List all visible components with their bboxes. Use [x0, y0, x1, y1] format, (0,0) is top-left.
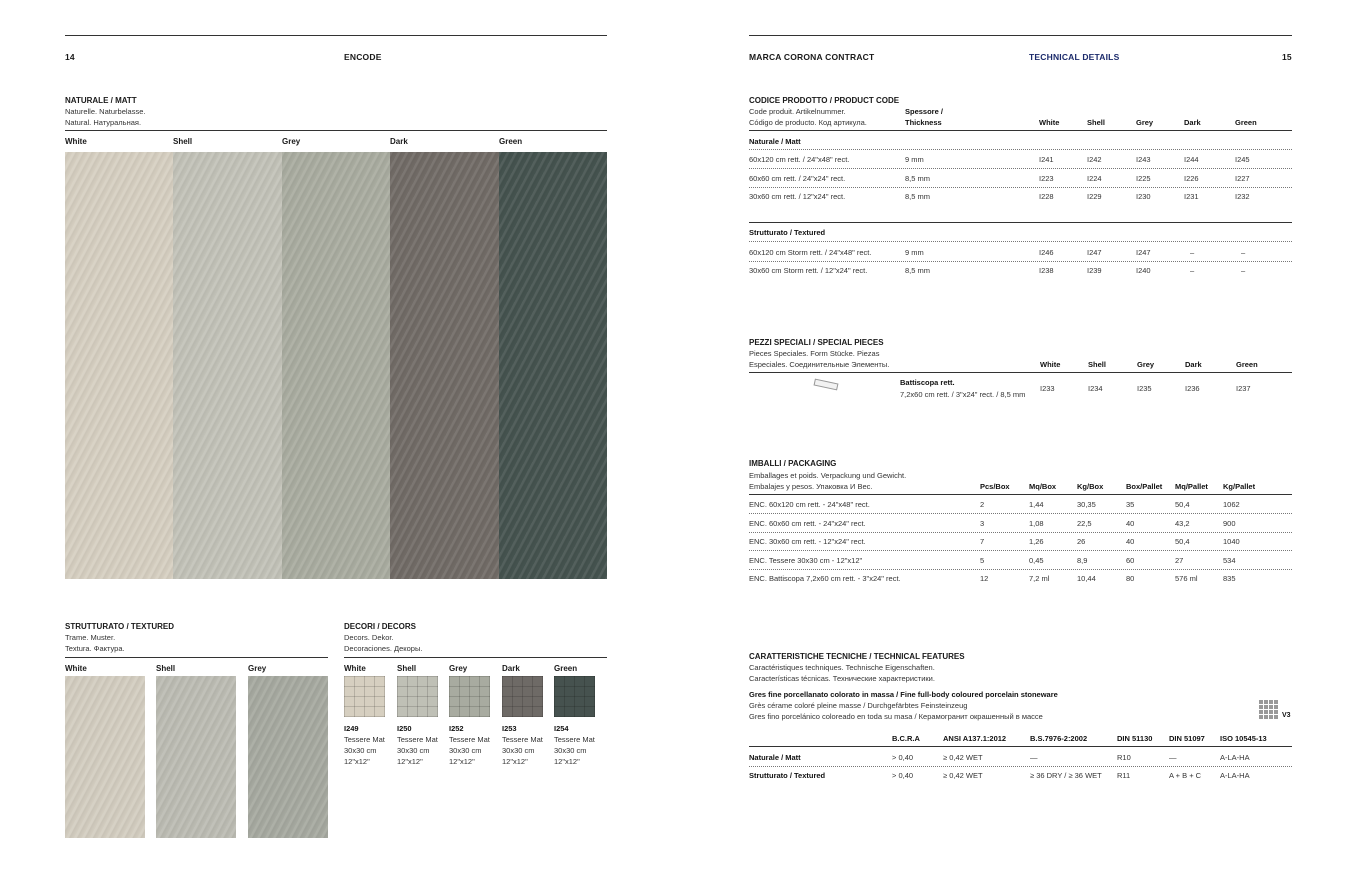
- naturale-sub1: Naturelle. Naturbelasse.: [65, 107, 146, 116]
- product-code: –: [1190, 266, 1195, 275]
- packaging-rule: [749, 494, 1292, 495]
- dotted-line: [749, 532, 1292, 533]
- features-col-header: DIN 51130: [1117, 734, 1153, 743]
- decori-label-white: White: [344, 664, 366, 673]
- group-naturale: Naturale / Matt: [749, 137, 801, 146]
- packaging-value: 12: [980, 574, 989, 583]
- packaging-col-header: Mq/Box: [1029, 482, 1057, 491]
- features-value: ≥ 36 DRY / ≥ 36 WET: [1030, 771, 1102, 780]
- product-code: I232: [1235, 192, 1250, 201]
- packaging-value: 80: [1126, 574, 1135, 583]
- packaging-value: 2: [980, 500, 985, 509]
- packaging-value: 5: [980, 556, 985, 565]
- product-code: I228: [1039, 192, 1054, 201]
- product-thickness: 8,5 mm: [905, 192, 931, 201]
- dotted-line: [749, 149, 1292, 150]
- packaging-value: 7: [980, 537, 985, 546]
- group-strutturato: Strutturato / Textured: [749, 228, 826, 237]
- product-thickness: 9 mm: [905, 155, 924, 164]
- features-line3: Gres fino porcelánico coloreado en toda su masa / Керамогранит окрашенный в массе: [749, 712, 1043, 721]
- features-value: > 0,40: [892, 753, 914, 762]
- features-value: R10: [1117, 753, 1131, 762]
- product-sub2: Código de producto. Код артикула.: [749, 118, 867, 127]
- features-value: ≥ 0,42 WET: [943, 771, 983, 780]
- packaging-value: 835: [1223, 574, 1236, 583]
- product-code: I238: [1039, 266, 1054, 275]
- decori-label-grey: Grey: [449, 664, 468, 673]
- dotted-line: [749, 569, 1292, 570]
- product-thickness: 9 mm: [905, 248, 924, 257]
- thickness-header-2: Thickness: [905, 118, 942, 127]
- decori-swatch-grey: [449, 676, 490, 717]
- packaging-row-name: ENC. 60x60 cm rett. - 24"x24" rect.: [749, 519, 866, 528]
- packaging-value: 7,2 ml: [1029, 574, 1050, 583]
- packaging-value: 27: [1175, 556, 1184, 565]
- strutturato-label-white: White: [65, 664, 87, 673]
- features-rule: [749, 746, 1292, 747]
- dotted-line: [749, 187, 1292, 188]
- naturale-title: NATURALE / MATT: [65, 96, 137, 105]
- decori-code: I253: [502, 724, 517, 733]
- packaging-value: 40: [1126, 537, 1135, 546]
- decori-desc: Tessere Mat: [502, 735, 543, 744]
- product-code: I226: [1184, 174, 1199, 183]
- naturale-swatch-shell: [173, 152, 282, 579]
- pieces-code: I236: [1185, 384, 1200, 393]
- packaging-title: IMBALLI / PACKAGING: [749, 459, 837, 468]
- product-code: –: [1241, 266, 1246, 275]
- packaging-col-header: Pcs/Box: [980, 482, 1010, 491]
- strutturato-title: STRUTTURATO / TEXTURED: [65, 622, 175, 631]
- decori-label-green: Green: [554, 664, 578, 673]
- page-number-right: 15: [1282, 52, 1292, 62]
- packaging-value: 1040: [1223, 537, 1240, 546]
- product-code: I243: [1136, 155, 1151, 164]
- packaging-row-name: ENC. 30x60 cm rett. - 12"x24" rect.: [749, 537, 866, 546]
- product-size: 30x60 cm rett. / 12"x24" rect.: [749, 192, 846, 201]
- naturale-label-shell: Shell: [173, 137, 193, 146]
- features-col-header: DIN 51097: [1169, 734, 1205, 743]
- packaging-value: 1,44: [1029, 500, 1044, 509]
- features-value: R11: [1117, 771, 1131, 780]
- packaging-value: 1062: [1223, 500, 1240, 509]
- product-col-header: Dark: [1184, 118, 1201, 127]
- decori-desc: Tessere Mat: [449, 735, 490, 744]
- naturale-swatch-green: [499, 152, 607, 579]
- page-number-left: 14: [65, 52, 75, 62]
- product-size: 60x120 cm Storm rett. / 24"x48" rect.: [749, 248, 872, 257]
- skirting-icon: [814, 379, 839, 391]
- product-code: I230: [1136, 192, 1151, 201]
- decori-rule: [344, 657, 607, 658]
- packaging-value: 40: [1126, 519, 1135, 528]
- packaging-value: 1,26: [1029, 537, 1044, 546]
- decori-desc: Tessere Mat: [397, 735, 438, 744]
- decori-size-inch: 12"x12": [397, 757, 423, 766]
- product-size: 60x120 cm rett. / 24"x48" rect.: [749, 155, 850, 164]
- product-code: I227: [1235, 174, 1250, 183]
- features-value: A-LA-HA: [1220, 771, 1250, 780]
- decori-size-inch: 12"x12": [502, 757, 528, 766]
- product-col-header: Green: [1235, 118, 1257, 127]
- v3-label: V3: [1282, 712, 1291, 719]
- pieces-code: I234: [1088, 384, 1103, 393]
- features-value: > 0,40: [892, 771, 914, 780]
- packaging-value: 50,4: [1175, 500, 1190, 509]
- product-code: –: [1190, 248, 1195, 257]
- naturale-swatch-grey: [282, 152, 390, 579]
- decori-title: DECORI / DECORS: [344, 622, 417, 631]
- packaging-value: 8,9: [1077, 556, 1088, 565]
- thickness-header-1: Spessore /: [905, 107, 943, 116]
- product-code: I223: [1039, 174, 1054, 183]
- product-rule: [749, 130, 1292, 131]
- decori-swatch-dark: [502, 676, 543, 717]
- pieces-rule: [749, 372, 1292, 373]
- decori-size-inch: 12"x12": [344, 757, 370, 766]
- features-value: —: [1030, 753, 1038, 762]
- decori-size-inch: 12"x12": [554, 757, 580, 766]
- packaging-value: 0,45: [1029, 556, 1044, 565]
- naturale-label-dark: Dark: [390, 137, 408, 146]
- decori-desc: Tessere Mat: [554, 735, 595, 744]
- naturale-label-grey: Grey: [282, 137, 301, 146]
- product-code: I225: [1136, 174, 1151, 183]
- features-title: CARATTERISTICHE TECNICHE / TECHNICAL FEATURES: [749, 652, 965, 661]
- packaging-value: 534: [1223, 556, 1236, 565]
- features-col-header: B.S.7976-2:2002: [1030, 734, 1088, 743]
- pieces-col-header: Green: [1236, 360, 1258, 369]
- packaging-row-name: ENC. 60x120 cm rett. - 24"x48" rect.: [749, 500, 870, 509]
- packaging-value: 30,35: [1077, 500, 1096, 509]
- decori-desc: Tessere Mat: [344, 735, 385, 744]
- features-col-header: B.C.R.A: [892, 734, 920, 743]
- packaging-value: 900: [1223, 519, 1236, 528]
- pieces-item-name: Battiscopa rett.: [900, 378, 955, 387]
- product-thickness: 8,5 mm: [905, 174, 931, 183]
- decori-swatch-white: [344, 676, 385, 717]
- features-row-name: Naturale / Matt: [749, 753, 801, 762]
- product-code: I224: [1087, 174, 1102, 183]
- packaging-col-header: Kg/Pallet: [1223, 482, 1256, 491]
- dotted-line: [749, 550, 1292, 551]
- pieces-col-header: Shell: [1088, 360, 1106, 369]
- product-title: CODICE PRODOTTO / PRODUCT CODE: [749, 96, 900, 105]
- product-code: I247: [1136, 248, 1151, 257]
- packaging-value: 3: [980, 519, 985, 528]
- strutturato-label-shell: Shell: [156, 664, 176, 673]
- strutturato-label-grey: Grey: [248, 664, 267, 673]
- packaging-col-header: Kg/Box: [1077, 482, 1104, 491]
- decori-swatch-shell: [397, 676, 438, 717]
- product-code: I247: [1087, 248, 1102, 257]
- brand-title: MARCA CORONA CONTRACT: [749, 52, 875, 62]
- naturale-swatch-white: [65, 152, 173, 579]
- top-rule-left: [65, 35, 607, 36]
- strutturato-swatch-grey: [248, 676, 328, 838]
- strutturato-swatch-white: [65, 676, 145, 838]
- features-value: A-LA-HA: [1220, 753, 1250, 762]
- features-value: ≥ 0,42 WET: [943, 753, 983, 762]
- naturale-label-green: Green: [499, 137, 523, 146]
- product-code: I231: [1184, 192, 1199, 201]
- decori-size: 30x30 cm: [344, 746, 377, 755]
- product-code: I245: [1235, 155, 1250, 164]
- packaging-value: 576 ml: [1175, 574, 1198, 583]
- features-col-header: ISO 10545-13: [1220, 734, 1267, 743]
- features-value: A + B + C: [1169, 771, 1202, 780]
- packaging-col-header: Box/Pallet: [1126, 482, 1163, 491]
- packaging-value: 43,2: [1175, 519, 1190, 528]
- packaging-value: 10,44: [1077, 574, 1096, 583]
- product-code: I244: [1184, 155, 1199, 164]
- product-sub1: Code produit. Artikelnummer.: [749, 107, 846, 116]
- decori-label-shell: Shell: [397, 664, 417, 673]
- decori-size: 30x30 cm: [449, 746, 482, 755]
- packaging-sub2: Embalajes y pesos. Упаковка И Вес.: [749, 482, 873, 491]
- top-rule-right: [749, 35, 1292, 36]
- product-code: I242: [1087, 155, 1102, 164]
- packaging-row-name: ENC. Battiscopa 7,2x60 cm rett. - 3"x24" rect.: [749, 574, 901, 583]
- decori-code: I252: [449, 724, 464, 733]
- packaging-value: 50,4: [1175, 537, 1190, 546]
- product-code: –: [1241, 248, 1246, 257]
- features-value: —: [1169, 753, 1177, 762]
- decori-label-dark: Dark: [502, 664, 520, 673]
- product-col-header: Shell: [1087, 118, 1105, 127]
- pieces-col-header: White: [1040, 360, 1061, 369]
- pieces-sub1: Pieces Speciales. Form Stücke. Piezas: [749, 349, 880, 358]
- product-col-header: Grey: [1136, 118, 1154, 127]
- packaging-value: 26: [1077, 537, 1086, 546]
- naturale-rule: [65, 130, 607, 131]
- naturale-sub2: Natural. Натуральная.: [65, 118, 142, 127]
- decori-sub1: Decors. Dekor.: [344, 633, 394, 642]
- product-thickness: 8,5 mm: [905, 266, 931, 275]
- decori-code: I250: [397, 724, 412, 733]
- packaging-sub1: Emballages et poids. Verpackung und Gewicht.: [749, 471, 907, 480]
- product-code: I240: [1136, 266, 1151, 275]
- features-sub2: Características técnicas. Технические характеристики.: [749, 674, 935, 683]
- product-code: I239: [1087, 266, 1102, 275]
- features-line2: Grès cérame coloré pleine masse / Durchgefärbtes Feinsteinzeug: [749, 701, 968, 710]
- naturale-label-white: White: [65, 137, 87, 146]
- packaging-value: 60: [1126, 556, 1135, 565]
- decori-size: 30x30 cm: [554, 746, 587, 755]
- product-col-header: White: [1039, 118, 1060, 127]
- decori-size: 30x30 cm: [502, 746, 535, 755]
- dotted-line: [749, 513, 1292, 514]
- features-row-name: Strutturato / Textured: [749, 771, 826, 780]
- pieces-code: I235: [1137, 384, 1152, 393]
- section-title: TECHNICAL DETAILS: [1029, 52, 1120, 62]
- decori-sub2: Decoraciones. Декоры.: [344, 644, 423, 653]
- naturale-swatch-dark: [390, 152, 499, 579]
- product-code: I229: [1087, 192, 1102, 201]
- decori-size: 30x30 cm: [397, 746, 430, 755]
- product-size: 60x60 cm rett. / 24"x24" rect.: [749, 174, 846, 183]
- packaging-value: 35: [1126, 500, 1135, 509]
- features-sub1: Caractéristiques techniques. Technische Eigenschaften.: [749, 663, 935, 672]
- pieces-col-header: Grey: [1137, 360, 1155, 369]
- pieces-item-size: 7,2x60 cm rett. / 3"x24" rect. / 8,5 mm: [900, 390, 1026, 399]
- strutturato-swatch-shell: [156, 676, 236, 838]
- product-code: I246: [1039, 248, 1054, 257]
- dotted-line: [749, 168, 1292, 169]
- decori-size-inch: 12"x12": [449, 757, 475, 766]
- pieces-code: I233: [1040, 384, 1055, 393]
- features-col-header: ANSI A137.1:2012: [943, 734, 1007, 743]
- product-code: I241: [1039, 155, 1054, 164]
- dotted-line: [749, 241, 1292, 242]
- product-size: 30x60 cm Storm rett. / 12"x24" rect.: [749, 266, 868, 275]
- features-bold-line: Gres fine porcellanato colorato in massa / Fine full-body coloured porcelain stoneware: [749, 690, 1058, 699]
- strutturato-sub2: Textura. Фактура.: [65, 644, 125, 653]
- packaging-value: 1,08: [1029, 519, 1044, 528]
- packaging-row-name: ENC. Tessere 30x30 cm - 12"x12": [749, 556, 863, 565]
- pieces-col-header: Dark: [1185, 360, 1202, 369]
- collection-title: ENCODE: [344, 52, 382, 62]
- dotted-line: [749, 766, 1292, 767]
- decori-code: I249: [344, 724, 359, 733]
- pieces-sub2: Especiales. Соединительные Элементы.: [749, 360, 890, 369]
- packaging-col-header: Mq/Pallet: [1175, 482, 1208, 491]
- v3-shade-icon: [1258, 699, 1278, 719]
- pieces-code: I237: [1236, 384, 1251, 393]
- packaging-value: 22,5: [1077, 519, 1092, 528]
- decori-code: I254: [554, 724, 569, 733]
- pieces-title: PEZZI SPECIALI / SPECIAL PIECES: [749, 338, 884, 347]
- product-rule-2: [749, 222, 1292, 223]
- strutturato-rule: [65, 657, 328, 658]
- strutturato-sub1: Trame. Muster.: [65, 633, 116, 642]
- dotted-line: [749, 261, 1292, 262]
- decori-swatch-green: [554, 676, 595, 717]
